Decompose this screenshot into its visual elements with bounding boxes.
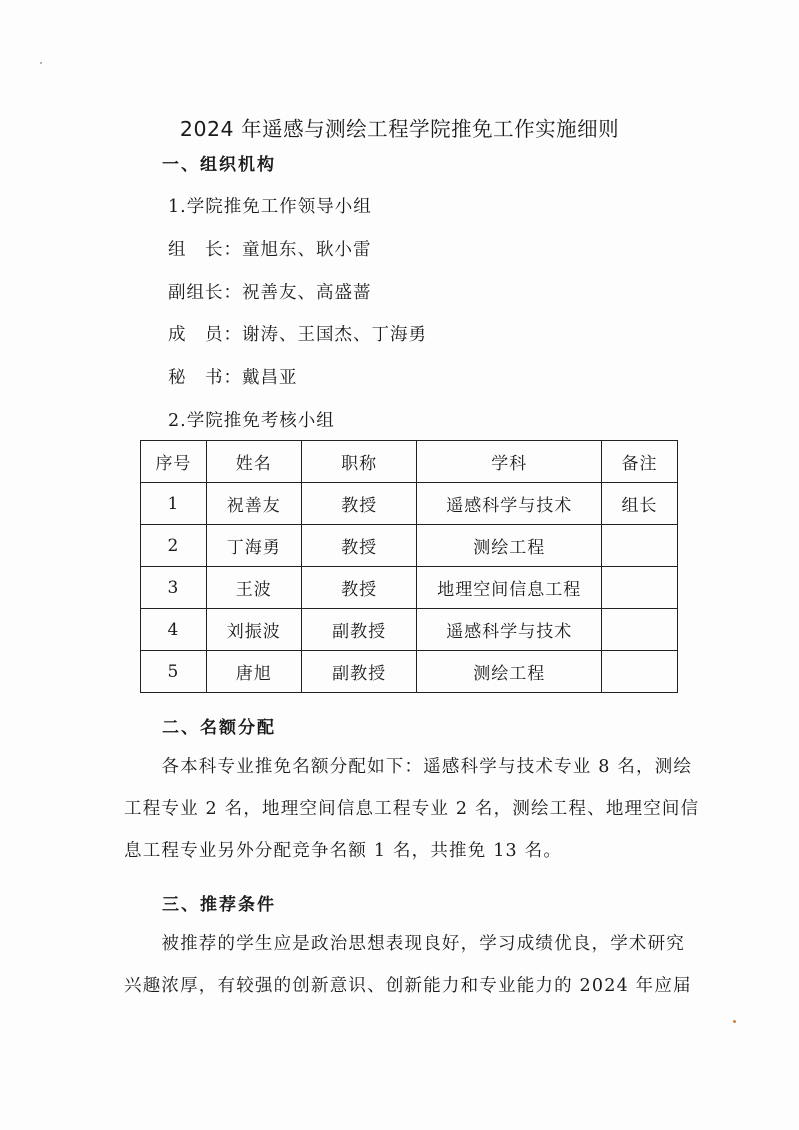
subheading-assessment-group: 2.学院推免考核小组	[168, 411, 335, 431]
table-cell: 3	[141, 567, 207, 609]
members-line: 成 员：谢涛、王国杰、丁海勇	[168, 325, 427, 345]
paragraph-line: 各本科专业推免名额分配如下：遥感科学与技术专业 8 名，测绘	[124, 757, 693, 777]
table-row	[141, 483, 678, 525]
quota-paragraph	[124, 746, 700, 872]
paragraph-line: 兴趣浓厚，有较强的创新意识、创新能力和专业能力的 2024 年应届	[124, 976, 692, 996]
table-cell: 教授	[301, 567, 417, 609]
table-header-row	[141, 441, 678, 483]
table-cell: 测绘工程	[417, 651, 602, 693]
table-cell: 教授	[301, 483, 417, 525]
table-row	[141, 609, 678, 651]
table-cell	[602, 609, 678, 651]
table-cell	[602, 651, 678, 693]
header-cell: 序号	[141, 441, 207, 483]
secretary-line: 秘 书：戴昌亚	[168, 368, 298, 388]
table-cell: 组长	[602, 483, 678, 525]
table-cell: 副教授	[301, 651, 417, 693]
table-cell: 地理空间信息工程	[417, 567, 602, 609]
table-cell: 教授	[301, 525, 417, 567]
table-row	[141, 525, 678, 567]
scan-speck	[40, 62, 42, 64]
document-title: 2024 年遥感与测绘工程学院推免工作实施细则	[179, 117, 620, 141]
table-cell: 1	[141, 483, 207, 525]
table-cell: 遥感科学与技术	[417, 483, 602, 525]
header-cell: 学科	[417, 441, 602, 483]
table-cell: 遥感科学与技术	[417, 609, 602, 651]
table-row	[141, 651, 678, 693]
conditions-paragraph	[124, 923, 692, 1007]
table-cell	[602, 525, 678, 567]
table-cell: 5	[141, 651, 207, 693]
table-cell: 刘振波	[206, 609, 301, 651]
paragraph-line: 息工程专业另外分配竞争名额 1 名，共推免 13 名。	[124, 841, 563, 861]
header-cell: 姓名	[206, 441, 301, 483]
group-leader-line: 组 长：童旭东、耿小雷	[168, 240, 372, 260]
paragraph-line: 工程专业 2 名，地理空间信息工程专业 2 名，测绘工程、地理空间信	[124, 799, 700, 819]
table-cell: 祝善友	[206, 483, 301, 525]
section-heading-conditions: 三、推荐条件	[162, 895, 276, 915]
scan-speck	[733, 1020, 736, 1023]
assessment-group-table	[140, 440, 678, 693]
table-row	[141, 567, 678, 609]
table-cell: 丁海勇	[206, 525, 301, 567]
table-cell: 4	[141, 609, 207, 651]
subheading-leadership-group: 1.学院推免工作领导小组	[168, 197, 372, 217]
table-cell: 唐旭	[206, 651, 301, 693]
section-heading-quota: 二、名额分配	[162, 718, 276, 738]
table-cell: 副教授	[301, 609, 417, 651]
header-cell: 备注	[602, 441, 678, 483]
table-cell	[602, 567, 678, 609]
header-cell: 职称	[301, 441, 417, 483]
deputy-leader-line: 副组长：祝善友、高盛蔷	[168, 283, 372, 303]
table-cell: 测绘工程	[417, 525, 602, 567]
table-cell: 王波	[206, 567, 301, 609]
section-heading-organization: 一、组织机构	[162, 155, 276, 175]
paragraph-line: 被推荐的学生应是政治思想表现良好，学习成绩优良，学术研究	[124, 934, 685, 954]
table-cell: 2	[141, 525, 207, 567]
